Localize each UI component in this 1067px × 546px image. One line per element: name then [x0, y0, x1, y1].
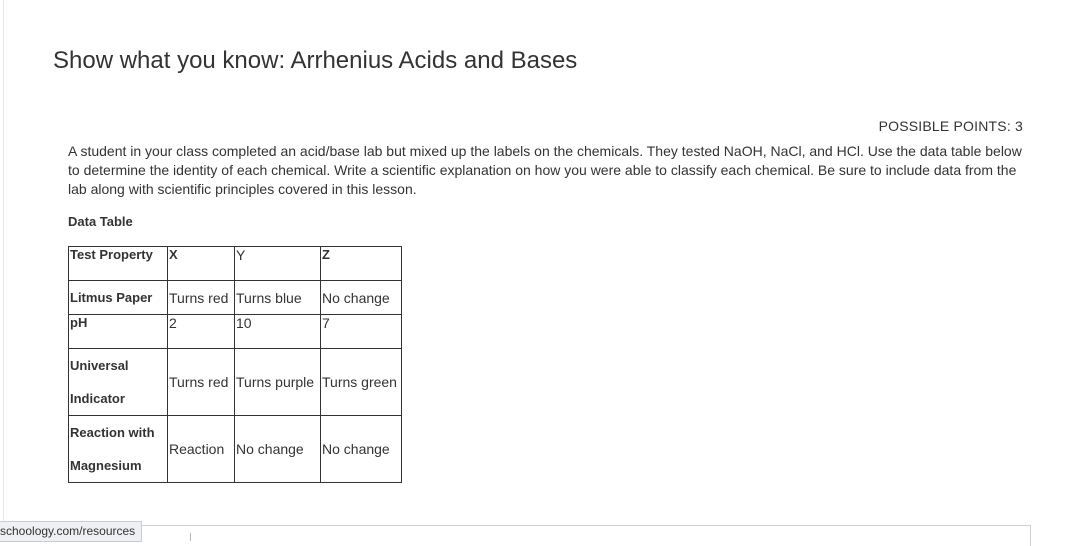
- cell-indicator-z: Turns green: [321, 349, 402, 416]
- data-table: [68, 246, 402, 483]
- cell-magnesium-z: No change: [321, 416, 402, 483]
- row-label-magnesium: [69, 416, 168, 483]
- header-x: X: [168, 247, 235, 281]
- table-row-magnesium: [69, 416, 402, 483]
- row-label-line2: Indicator: [70, 391, 125, 406]
- page-left-border: [3, 0, 4, 540]
- cell-litmus-x: Turns red: [168, 281, 235, 315]
- status-bar-url: schoology.com/resources: [0, 521, 142, 542]
- cell-ph-x: 2: [168, 315, 235, 349]
- header-z: Z: [321, 247, 402, 281]
- question-prompt: A student in your class completed an acid/base lab but mixed up the labels on the chemicals. They tested NaOH, NaCl, and HCl. Use the data table below to determine the identity of each chemical. Write a scientific explanation on how you were able to classify each chemical. Be sure to include data from the lab along with scientific principles covered in this lesson.: [68, 143, 1022, 197]
- row-label-line1: Reaction with: [70, 425, 155, 440]
- cell-ph-y: 10: [235, 315, 321, 349]
- table-caption: Data Table: [68, 214, 133, 229]
- row-label-litmus: Litmus Paper: [69, 281, 168, 315]
- row-label-universal-indicator: [69, 349, 168, 416]
- cell-indicator-x: Turns red: [168, 349, 235, 416]
- cell-indicator-y: Turns purple: [235, 349, 321, 416]
- cell-litmus-y: Turns blue: [235, 281, 321, 315]
- page-title: Show what you know: Arrhenius Acids and Bases: [53, 47, 578, 74]
- table-row-litmus: [69, 281, 402, 315]
- possible-points: POSSIBLE POINTS: 3: [878, 118, 1023, 134]
- header-y: Y: [235, 247, 321, 281]
- answer-editor-panel[interactable]: [0, 525, 1031, 546]
- cell-ph-z: 7: [321, 315, 402, 349]
- row-label-line2: Magnesium: [70, 458, 142, 473]
- table-header-row: [69, 247, 402, 281]
- row-label-line1: Universal: [70, 358, 129, 373]
- table-row-ph: [69, 315, 402, 349]
- cell-magnesium-y: No change: [235, 416, 321, 483]
- header-test-property: Test Property: [69, 247, 168, 281]
- row-label-ph: pH: [69, 315, 168, 349]
- table-row-universal-indicator: [69, 349, 402, 416]
- cell-magnesium-x: Reaction: [168, 416, 235, 483]
- cell-litmus-z: No change: [321, 281, 402, 315]
